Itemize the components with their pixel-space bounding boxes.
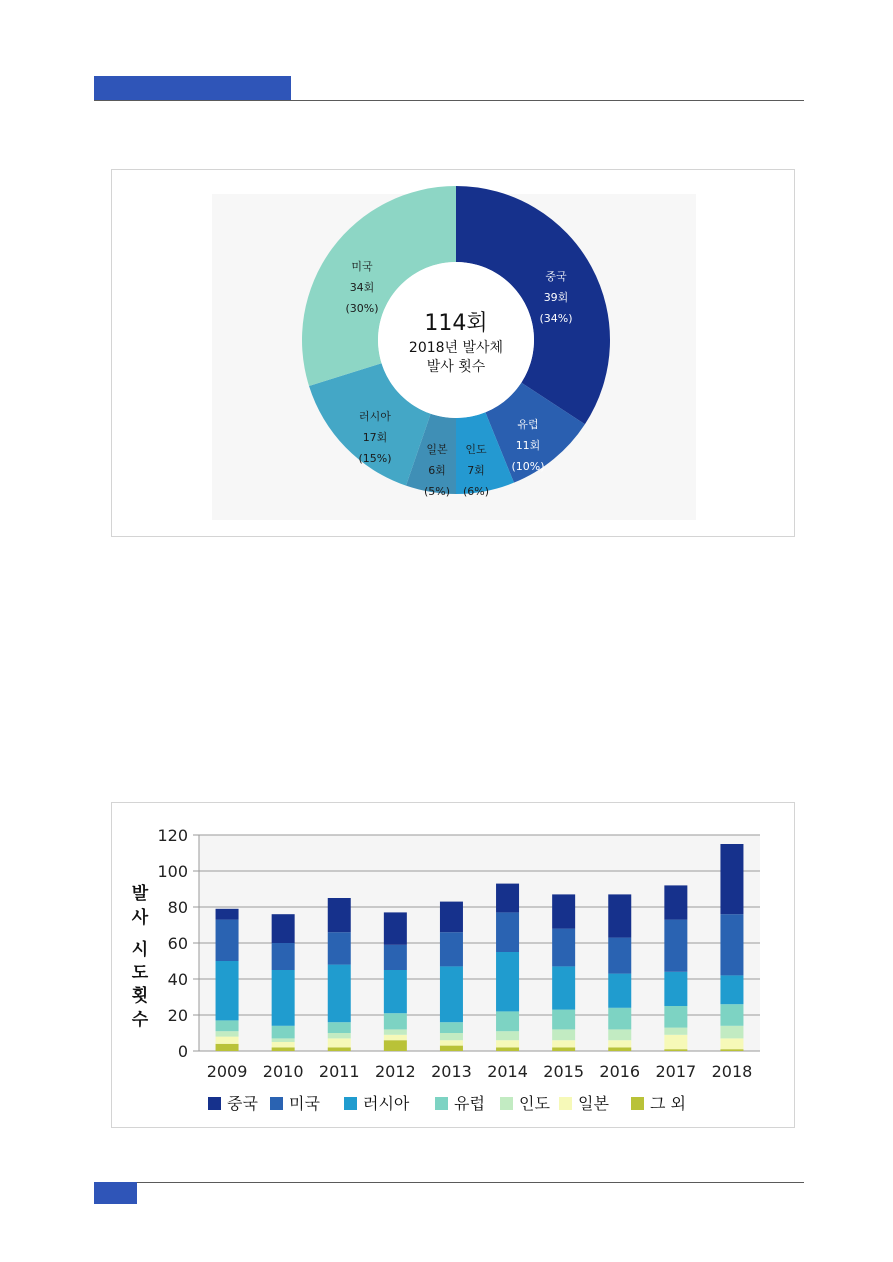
bar-segment-2012 bbox=[384, 1029, 407, 1034]
y-tick-label-20: 20 bbox=[167, 1006, 188, 1025]
y-tick-label-40: 40 bbox=[167, 970, 188, 989]
bar-segment-2015 bbox=[552, 894, 575, 928]
bar-segment-2010 bbox=[272, 914, 295, 943]
legend-swatch-5 bbox=[559, 1097, 572, 1110]
y-tick-label-80: 80 bbox=[167, 898, 188, 917]
bar-segment-2015 bbox=[552, 1047, 575, 1051]
donut-label-russia-pct: (15%) bbox=[358, 452, 392, 465]
legend-swatch-1 bbox=[270, 1097, 283, 1110]
x-tick-label-2011: 2011 bbox=[318, 1062, 360, 1081]
bar-chart-frame bbox=[111, 802, 795, 1128]
donut-label-europe-pct: (10%) bbox=[511, 460, 545, 473]
legend-label-3: 유럽 bbox=[454, 1094, 485, 1113]
bar-segment-2015 bbox=[552, 1010, 575, 1030]
bar-segment-2013 bbox=[440, 1033, 463, 1040]
legend-label-5: 일본 bbox=[578, 1094, 609, 1113]
x-tick-label-2016: 2016 bbox=[599, 1062, 641, 1081]
x-tick-label-2018: 2018 bbox=[711, 1062, 753, 1081]
y-axis-label-char: 사 bbox=[131, 908, 149, 928]
bar-segment-2014 bbox=[496, 952, 519, 1011]
bar-segment-2009 bbox=[216, 920, 239, 961]
bar-segment-2017 bbox=[664, 1035, 687, 1049]
bar-segment-2009 bbox=[216, 1031, 239, 1036]
stacked-bar-chart bbox=[112, 803, 794, 1127]
legend-swatch-3 bbox=[435, 1097, 448, 1110]
y-tick-label-60: 60 bbox=[167, 934, 188, 953]
bar-segment-2015 bbox=[552, 966, 575, 1009]
bar-segment-2018 bbox=[720, 975, 743, 1004]
footer-accent-bar bbox=[94, 1182, 137, 1204]
bar-segment-2018 bbox=[720, 1038, 743, 1049]
x-tick-label-2015: 2015 bbox=[543, 1062, 585, 1081]
donut-label-usa-count: 34회 bbox=[349, 281, 375, 294]
legend-swatch-6 bbox=[631, 1097, 644, 1110]
bar-segment-2017 bbox=[664, 972, 687, 1006]
bar-segment-2009 bbox=[216, 1020, 239, 1031]
legend-label-0: 중국 bbox=[227, 1094, 258, 1113]
bar-segment-2015 bbox=[552, 929, 575, 967]
bar-segment-2016 bbox=[608, 894, 631, 937]
bar-segment-2018 bbox=[720, 1004, 743, 1026]
bar-segment-2017 bbox=[664, 1028, 687, 1035]
bar-segment-2016 bbox=[608, 1008, 631, 1030]
bar-segment-2012 bbox=[384, 1013, 407, 1029]
bar-segment-2012 bbox=[384, 912, 407, 944]
donut-label-usa-name: 미국 bbox=[351, 260, 373, 273]
bar-segment-2012 bbox=[384, 1040, 407, 1051]
legend-label-6: 그 외 bbox=[650, 1094, 686, 1113]
bar-segment-2010 bbox=[272, 943, 295, 970]
y-axis-label-char: 도 bbox=[131, 963, 149, 983]
donut-chart bbox=[112, 170, 794, 536]
bar-segment-2014 bbox=[496, 1011, 519, 1031]
x-tick-label-2014: 2014 bbox=[487, 1062, 528, 1081]
legend-swatch-2 bbox=[344, 1097, 357, 1110]
bar-segment-2013 bbox=[440, 902, 463, 933]
bar-segment-2011 bbox=[328, 932, 351, 964]
donut-label-china-pct: (34%) bbox=[539, 312, 573, 325]
bar-segment-2018 bbox=[720, 1049, 743, 1051]
legend-swatch-0 bbox=[208, 1097, 221, 1110]
bar-segment-2011 bbox=[328, 965, 351, 1023]
x-tick-label-2010: 2010 bbox=[262, 1062, 304, 1081]
y-axis-label-char: 횟 bbox=[131, 986, 149, 1006]
donut-label-china-name: 중국 bbox=[545, 270, 567, 283]
bar-segment-2018 bbox=[720, 844, 743, 914]
bar-segment-2010 bbox=[272, 1026, 295, 1039]
y-axis-label-char: 시 bbox=[131, 940, 149, 960]
bar-segment-2014 bbox=[496, 1031, 519, 1040]
bar-segment-2013 bbox=[440, 1022, 463, 1033]
bar-segment-2013 bbox=[440, 932, 463, 966]
donut-label-usa-pct: (30%) bbox=[345, 302, 379, 315]
bar-segment-2010 bbox=[272, 1047, 295, 1051]
donut-label-india-count: 7회 bbox=[467, 464, 485, 477]
x-tick-label-2013: 2013 bbox=[431, 1062, 472, 1081]
bar-segment-2016 bbox=[608, 1040, 631, 1047]
bar-segment-2016 bbox=[608, 1047, 631, 1051]
bar-segment-2011 bbox=[328, 1033, 351, 1038]
donut-label-russia-count: 17회 bbox=[362, 431, 388, 444]
bar-segment-2018 bbox=[720, 1026, 743, 1039]
bar-segment-2016 bbox=[608, 974, 631, 1008]
legend-label-2: 러시아 bbox=[363, 1094, 410, 1113]
donut-label-china-count: 39회 bbox=[543, 291, 569, 304]
bar-segment-2009 bbox=[216, 1044, 239, 1051]
donut-label-india-pct: (6%) bbox=[462, 485, 490, 498]
bar-segment-2013 bbox=[440, 1046, 463, 1051]
donut-label-japan-name: 일본 bbox=[426, 443, 448, 456]
donut-label-india-name: 인도 bbox=[465, 443, 487, 456]
bar-segment-2016 bbox=[608, 1029, 631, 1040]
bar-segment-2017 bbox=[664, 1006, 687, 1028]
bar-segment-2012 bbox=[384, 1035, 407, 1040]
donut-center-total: 114회 bbox=[424, 311, 488, 336]
bar-segment-2017 bbox=[664, 920, 687, 972]
bar-segment-2011 bbox=[328, 898, 351, 932]
y-tick-label-120: 120 bbox=[157, 826, 188, 845]
bar-segment-2013 bbox=[440, 1040, 463, 1045]
bar-segment-2010 bbox=[272, 1042, 295, 1047]
footer-rule bbox=[94, 1182, 804, 1183]
donut-center-subtitle-2: 발사 횟수 bbox=[426, 359, 486, 375]
donut-center-subtitle: 2018년 발사체 bbox=[408, 340, 504, 356]
y-tick-label-100: 100 bbox=[157, 862, 188, 881]
header-accent-bar bbox=[94, 76, 291, 100]
bar-segment-2012 bbox=[384, 945, 407, 970]
donut-label-japan-count: 6회 bbox=[428, 464, 446, 477]
donut-label-japan-pct: (5%) bbox=[423, 485, 451, 498]
bar-segment-2014 bbox=[496, 1047, 519, 1051]
bar-segment-2009 bbox=[216, 909, 239, 920]
y-axis-label-char: 발 bbox=[131, 884, 149, 904]
legend-swatch-4 bbox=[500, 1097, 513, 1110]
y-axis-label-char: 수 bbox=[131, 1010, 149, 1030]
bar-segment-2010 bbox=[272, 970, 295, 1026]
bar-segment-2010 bbox=[272, 1038, 295, 1042]
bar-segment-2016 bbox=[608, 938, 631, 974]
bar-segment-2017 bbox=[664, 1049, 687, 1051]
bar-segment-2015 bbox=[552, 1040, 575, 1047]
bar-segment-2011 bbox=[328, 1022, 351, 1033]
bar-segment-2013 bbox=[440, 966, 463, 1022]
bar-segment-2014 bbox=[496, 884, 519, 913]
header-rule bbox=[94, 100, 804, 101]
x-tick-label-2012: 2012 bbox=[374, 1062, 416, 1081]
donut-chart-frame bbox=[111, 169, 795, 537]
bar-segment-2011 bbox=[328, 1047, 351, 1051]
bar-segment-2015 bbox=[552, 1029, 575, 1040]
bar-segment-2017 bbox=[664, 885, 687, 919]
donut-label-europe-name: 유럽 bbox=[517, 418, 539, 431]
bar-segment-2009 bbox=[216, 1037, 239, 1044]
bar-segment-2014 bbox=[496, 912, 519, 952]
bar-segment-2018 bbox=[720, 914, 743, 975]
x-tick-label-2017: 2017 bbox=[655, 1062, 697, 1081]
donut-label-europe-count: 11회 bbox=[515, 439, 541, 452]
x-tick-label-2009: 2009 bbox=[206, 1062, 248, 1081]
legend-label-4: 인도 bbox=[519, 1094, 550, 1113]
bar-segment-2014 bbox=[496, 1040, 519, 1047]
legend-label-1: 미국 bbox=[289, 1094, 320, 1113]
bar-segment-2011 bbox=[328, 1038, 351, 1047]
bar-segment-2012 bbox=[384, 970, 407, 1013]
bar-segment-2009 bbox=[216, 961, 239, 1020]
y-tick-label-0: 0 bbox=[177, 1042, 188, 1061]
donut-label-russia-name: 러시아 bbox=[359, 410, 391, 423]
